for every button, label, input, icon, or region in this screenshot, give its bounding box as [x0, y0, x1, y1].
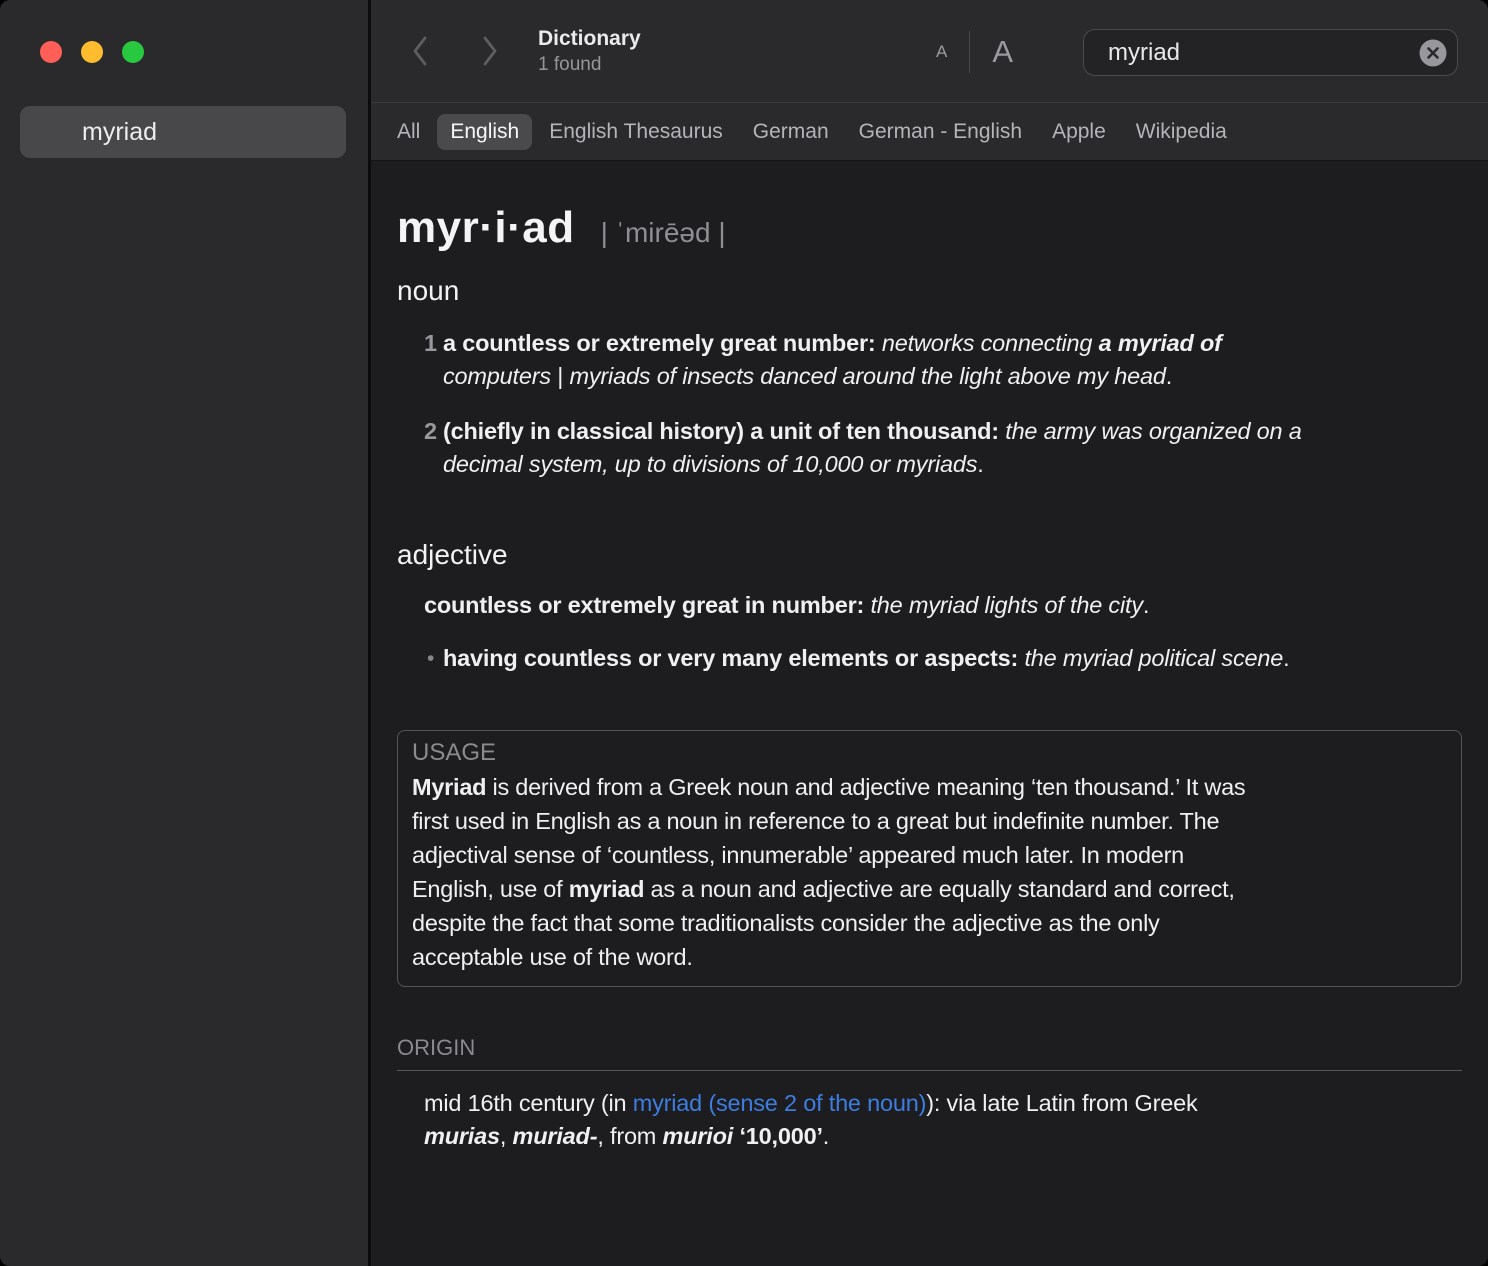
- text-segment: |: [550, 363, 570, 389]
- sidebar-item-myriad[interactable]: myriad: [20, 106, 346, 158]
- tab-all[interactable]: All: [397, 119, 421, 143]
- text-segment: a countless or extremely great number:: [443, 330, 882, 356]
- pos-heading-noun: noun: [397, 275, 460, 306]
- definition-noun-2: [424, 415, 1462, 481]
- text-segment: the myriad lights of the city: [870, 592, 1143, 618]
- font-size-controls: [936, 0, 1013, 103]
- origin-label: ORIGIN: [397, 1035, 476, 1060]
- window-controls: [0, 0, 368, 63]
- usage-label: USAGE: [412, 739, 497, 766]
- minimize-button[interactable]: [81, 41, 103, 63]
- circle-x-icon: [1418, 38, 1448, 68]
- text-segment: decimal system, up to divisions of 10,000 or myriads: [443, 451, 978, 477]
- origin-link[interactable]: myriad (sense 2 of the noun): [632, 1090, 927, 1116]
- text-segment: having countless or very many elements or aspects:: [443, 645, 1025, 671]
- text-segment: ,: [499, 1123, 513, 1149]
- search-results-list: [0, 106, 368, 158]
- history-nav: [371, 33, 502, 69]
- bullet-icon: •: [427, 647, 435, 670]
- definition-text: [424, 592, 1149, 618]
- font-controls-divider: [969, 31, 970, 73]
- definition-adjective-2: [424, 642, 1462, 675]
- definition-adjective-1: [424, 589, 1462, 622]
- headword-row: [397, 203, 1462, 253]
- text-segment: .: [977, 451, 984, 477]
- origin-divider: [397, 1070, 1462, 1071]
- usage-box: [397, 730, 1462, 987]
- text-segment: .: [822, 1123, 830, 1149]
- back-button[interactable]: [408, 33, 434, 69]
- clear-search-button[interactable]: [1418, 38, 1448, 68]
- text-segment: acceptable use of the word.: [412, 944, 693, 970]
- text-segment: despite the fact that some traditionalists consider the adjective as the only: [412, 910, 1160, 936]
- tab-german[interactable]: German: [752, 119, 829, 143]
- text-segment: adjectival sense of ‘countless, innumerable’ appeared much later. In modern: [412, 842, 1184, 868]
- decrease-font-button[interactable]: A: [936, 41, 948, 61]
- text-segment: the myriad political scene: [1024, 645, 1284, 671]
- text-segment: .: [1165, 363, 1173, 389]
- text-segment: ): via late Latin from Greek: [926, 1090, 1198, 1116]
- chevron-right-icon: [476, 33, 502, 69]
- text-segment: the army was organized on a: [1005, 418, 1302, 444]
- result-count: 1 found: [538, 53, 602, 75]
- text-segment: myriads of insects danced around the light above my head: [569, 363, 1166, 389]
- zoom-button[interactable]: [122, 41, 144, 63]
- tab-english[interactable]: English: [437, 114, 532, 150]
- search-input[interactable]: [1108, 39, 1418, 67]
- toolbar: [371, 0, 1488, 103]
- origin-section: [397, 1035, 1462, 1153]
- tab-english-thesaurus[interactable]: English Thesaurus: [549, 119, 723, 143]
- pronunciation: | ˈmirēəd |: [600, 217, 726, 248]
- close-button[interactable]: [40, 41, 62, 63]
- definition-number: 2: [424, 418, 437, 444]
- definition-number: 1: [424, 330, 437, 356]
- text-segment: as a noun and adjective are equally standard and correct,: [644, 876, 1235, 902]
- text-segment: is derived from a Greek noun and adjective meaning ‘ten thousand.’ It was: [486, 774, 1246, 800]
- origin-text: [424, 1087, 1462, 1153]
- text-segment: countless or extremely great in number:: [424, 592, 871, 618]
- text-segment: first used in English as a noun in reference to a great but indefinite number. The: [412, 808, 1220, 834]
- definition-text: [443, 645, 1289, 671]
- usage-text: [412, 770, 1447, 974]
- chevron-left-icon: [408, 33, 434, 69]
- text-segment: mid 16th century (in: [424, 1090, 633, 1116]
- tab-wikipedia[interactable]: Wikipedia: [1135, 119, 1227, 143]
- increase-font-button[interactable]: A: [992, 33, 1014, 69]
- pos-heading-adjective: adjective: [397, 539, 508, 570]
- definition-noun-1: [424, 327, 1462, 393]
- text-segment: .: [1142, 592, 1150, 618]
- definition-content: [371, 161, 1488, 1266]
- text-segment: .: [1283, 645, 1290, 671]
- text-segment: a myriad of: [1098, 330, 1222, 356]
- text-segment: , from: [597, 1123, 663, 1149]
- app-title: Dictionary: [538, 26, 641, 50]
- definition-text: [443, 418, 1302, 477]
- text-segment: myriad: [568, 876, 645, 902]
- forward-button[interactable]: [476, 33, 502, 69]
- tab-apple[interactable]: Apple: [1052, 119, 1106, 143]
- text-segment: Myriad: [412, 774, 487, 800]
- tab-bar: [371, 103, 1488, 161]
- text-segment: networks connecting: [881, 330, 1099, 356]
- text-segment: murioi: [662, 1123, 734, 1149]
- text-segment: English, use of: [412, 876, 569, 902]
- title-block: [538, 27, 641, 76]
- text-segment: ‘10,000’: [733, 1123, 823, 1149]
- text-segment: murias: [424, 1123, 500, 1149]
- search-field[interactable]: [1083, 29, 1458, 76]
- text-segment: computers: [443, 363, 551, 389]
- tab-german-english[interactable]: German - English: [858, 119, 1023, 143]
- headword: myr·i·ad: [397, 203, 575, 252]
- text-segment: muriad-: [512, 1123, 598, 1149]
- definition-text: [443, 330, 1222, 389]
- sidebar: [0, 0, 371, 1266]
- main-panel: [371, 0, 1488, 1266]
- text-segment: (chiefly in classical history) a unit of ten thousand:: [443, 418, 1006, 444]
